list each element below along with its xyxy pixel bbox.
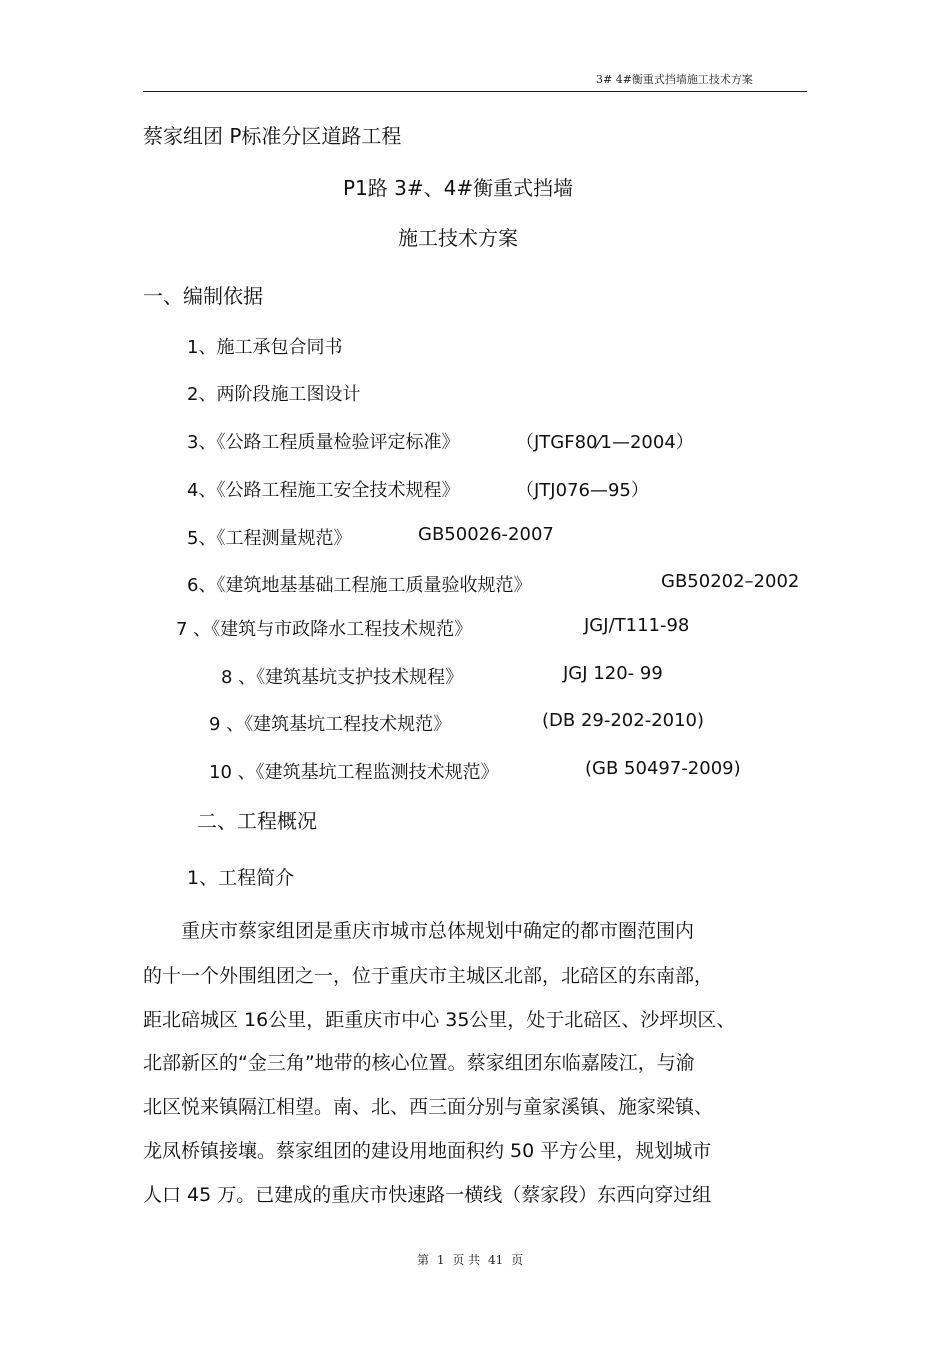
page-total: 41: [487, 1253, 504, 1267]
basis-item-num: 3、: [187, 432, 217, 453]
paragraph-line: 的十一个外围组团之一，位于重庆市主城区北部，北碚区的东南部，: [143, 965, 714, 987]
document-title-line2: P1路 3#、4#衡重式挡墙: [343, 176, 574, 200]
document-title-line3: 施工技术方案: [398, 226, 518, 250]
paragraph-line: 距北碚城区 16公里，距重庆市中心 35公里，处于北碚区、沙坪坝区、: [143, 1009, 736, 1031]
basis-item-code: （JTJ076—95）: [516, 480, 649, 501]
section1-heading: 一、编制依据: [143, 284, 263, 308]
basis-item-name: 《公路工程质量检验评定标准》: [216, 432, 460, 453]
basis-item: [221, 663, 463, 689]
basis-item: [187, 380, 360, 406]
basis-item-name: 施工承包合同书: [216, 337, 343, 358]
basis-item-num: 6、: [187, 575, 217, 596]
basis-item-num: 1、: [187, 337, 217, 358]
subsection-heading: 1、工程简介: [187, 867, 295, 889]
project-title: 蔡家组团 P标准分区道路工程: [143, 124, 402, 148]
basis-item-name: 《建筑基坑工程监测技术规范》: [255, 762, 499, 783]
basis-item-name: 《工程测量规范》: [216, 528, 352, 549]
paragraph-line: 龙凤桥镇接壤。蔡家组团的建设用地面积约 50 平方公里，规划城市: [143, 1140, 712, 1162]
page-suffix: 页: [511, 1253, 524, 1267]
running-header: 3# 4#衡重式挡墙施工技术方案: [596, 73, 753, 86]
basis-item-code: （JTGF80⁄1—2004）: [516, 432, 694, 453]
basis-item: [187, 571, 531, 597]
basis-item-name: 《公路工程施工安全技术规程》: [216, 480, 460, 501]
basis-item: [176, 615, 472, 641]
paragraph-line: 人口 45 万。已建成的重庆市快速路一横线（蔡家段）东西向穿过组: [143, 1184, 712, 1206]
basis-item-code: GB50026-2007: [418, 524, 554, 545]
header-rule: [143, 91, 807, 92]
basis-item-name: 两阶段施工图设计: [216, 384, 361, 405]
basis-item-num: 4、: [187, 480, 217, 501]
basis-item-name: 《建筑基坑支护技术规程》: [256, 667, 464, 688]
basis-item-code: JGJ 120- 99: [563, 663, 663, 684]
basis-item: [187, 428, 459, 454]
page-mid: 页 共: [452, 1253, 481, 1267]
basis-item-code: (GB 50497-2009): [585, 758, 741, 779]
paragraph-line: 北区悦来镇隔江相望。南、北、西三面分别与童家溪镇、施家梁镇、: [143, 1096, 714, 1118]
basis-item: [209, 710, 451, 736]
basis-item: [187, 476, 459, 502]
basis-item-num: 9 、: [209, 714, 245, 735]
basis-item-num: 8 、: [221, 667, 257, 688]
basis-item-code: GB50202–2002: [661, 571, 800, 592]
basis-item: [187, 524, 351, 550]
basis-item-code: JGJ/T111-98: [584, 615, 690, 636]
basis-item-num: 5、: [187, 528, 217, 549]
page-number: 1: [436, 1253, 445, 1267]
basis-item-num: 7 、: [176, 619, 212, 640]
basis-item-name: 《建筑与市政降水工程技术规范》: [211, 619, 473, 640]
basis-item: [209, 758, 499, 784]
paragraph-line: 重庆市蔡家组团是重庆市城市总体规划中确定的都市圈范围内: [181, 920, 695, 942]
page-prefix: 第: [417, 1253, 430, 1267]
section2-heading: 二、工程概况: [197, 809, 317, 833]
page-footer: [415, 1251, 525, 1268]
basis-item-name: 《建筑基坑工程技术规范》: [244, 714, 452, 735]
basis-item: [187, 333, 342, 359]
basis-item-num: 10 、: [209, 762, 256, 783]
basis-item-code: (DB 29-202-2010): [542, 710, 705, 731]
basis-item-name: 《建筑地基基础工程施工质量验收规范》: [216, 575, 532, 596]
paragraph-line: 北部新区的“金三角”地带的核心位置。蔡家组团东临嘉陵江，与渝: [143, 1052, 695, 1074]
basis-item-num: 2、: [187, 384, 217, 405]
